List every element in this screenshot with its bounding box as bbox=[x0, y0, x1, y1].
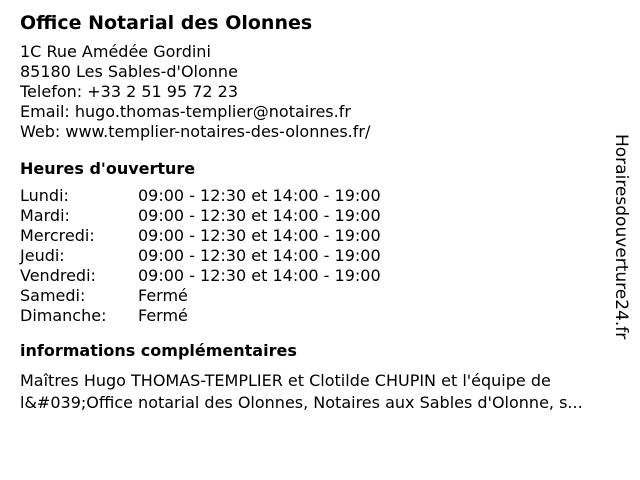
watermark-label: Horairesdouverture24.fr bbox=[611, 134, 631, 340]
hours-row bbox=[20, 226, 600, 246]
time-range: Fermé bbox=[138, 306, 188, 325]
day-label: Vendredi: bbox=[20, 266, 96, 285]
phone-number: Telefon: +33 2 51 95 72 23 bbox=[20, 82, 239, 101]
time-range: 09:00 - 12:30 et 14:00 - 19:00 bbox=[138, 186, 381, 205]
website-url: Web: www.templier-notaires-des-olonnes.fr/ bbox=[20, 122, 371, 141]
day-label: Mardi: bbox=[20, 206, 70, 225]
day-label: Mercredi: bbox=[20, 226, 95, 245]
hours-row bbox=[20, 266, 600, 286]
business-card bbox=[20, 10, 600, 414]
hours-row bbox=[20, 286, 600, 306]
contact-block bbox=[20, 42, 600, 142]
office-title: Office Notarial des Olonnes bbox=[20, 12, 313, 34]
day-label: Jeudi: bbox=[20, 246, 65, 265]
time-range: 09:00 - 12:30 et 14:00 - 19:00 bbox=[138, 226, 381, 245]
info-text: Maîtres Hugo THOMAS-TEMPLIER et Clotilde CHUPIN et l'équipe de l&#039;Office notarial des Olonnes, Notaires aux Sables d'Olonne, s... bbox=[20, 371, 583, 412]
time-range: 09:00 - 12:30 et 14:00 - 19:00 bbox=[138, 246, 381, 265]
day-label: Dimanche: bbox=[20, 306, 107, 325]
hours-row bbox=[20, 186, 600, 206]
info-heading: informations complémentaires bbox=[20, 341, 297, 360]
day-label: Lundi: bbox=[20, 186, 69, 205]
hours-heading: Heures d'ouverture bbox=[20, 159, 196, 178]
city-address: 85180 Les Sables-d'Olonne bbox=[20, 62, 238, 81]
hours-row bbox=[20, 246, 600, 266]
hours-row bbox=[20, 306, 600, 326]
time-range: 09:00 - 12:30 et 14:00 - 19:00 bbox=[138, 266, 381, 285]
email-address: Email: hugo.thomas-templier@notaires.fr bbox=[20, 102, 351, 121]
street-address: 1C Rue Amédée Gordini bbox=[20, 42, 211, 61]
day-label: Samedi: bbox=[20, 286, 86, 305]
hours-row bbox=[20, 206, 600, 226]
time-range: Fermé bbox=[138, 286, 188, 305]
time-range: 09:00 - 12:30 et 14:00 - 19:00 bbox=[138, 206, 381, 225]
hours-table bbox=[20, 186, 600, 326]
